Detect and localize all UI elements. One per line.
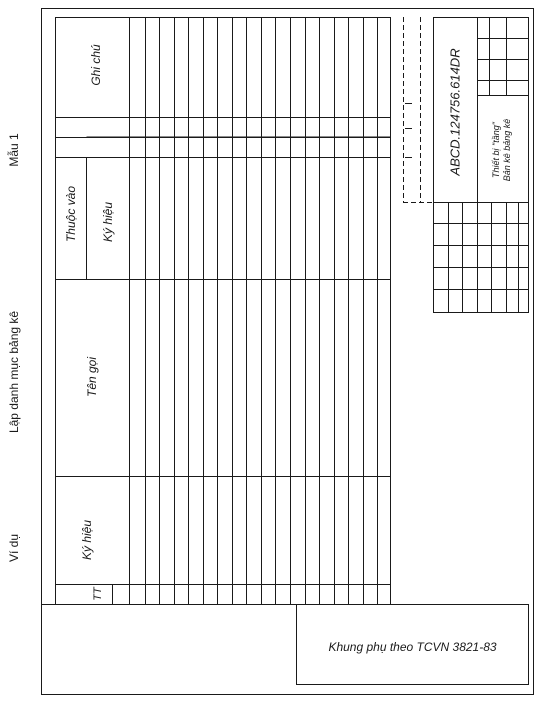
- header-symbol: Ký hiệu: [80, 519, 94, 561]
- example-label: Ví dụ: [7, 533, 21, 563]
- doc-code: ABCD.124756.614DR: [447, 48, 463, 176]
- footnote: Khung phụ theo TCVN 3821-83: [328, 640, 497, 654]
- header-notes: Ghi chú: [89, 44, 103, 86]
- header-belongs-symbol: Ký hiệu: [101, 201, 115, 243]
- doc-type: Bản kê bảng kê: [502, 118, 512, 182]
- sample-label: Mẫu 1: [7, 133, 21, 167]
- header-belongs-to: Thuộc vào: [64, 185, 78, 243]
- header-index: TT: [92, 587, 104, 601]
- device-name: Thiết bị "tầng": [491, 122, 501, 178]
- header-name: Tên gọi: [85, 356, 99, 398]
- page-title: Lập danh mục bảng kê: [7, 310, 21, 434]
